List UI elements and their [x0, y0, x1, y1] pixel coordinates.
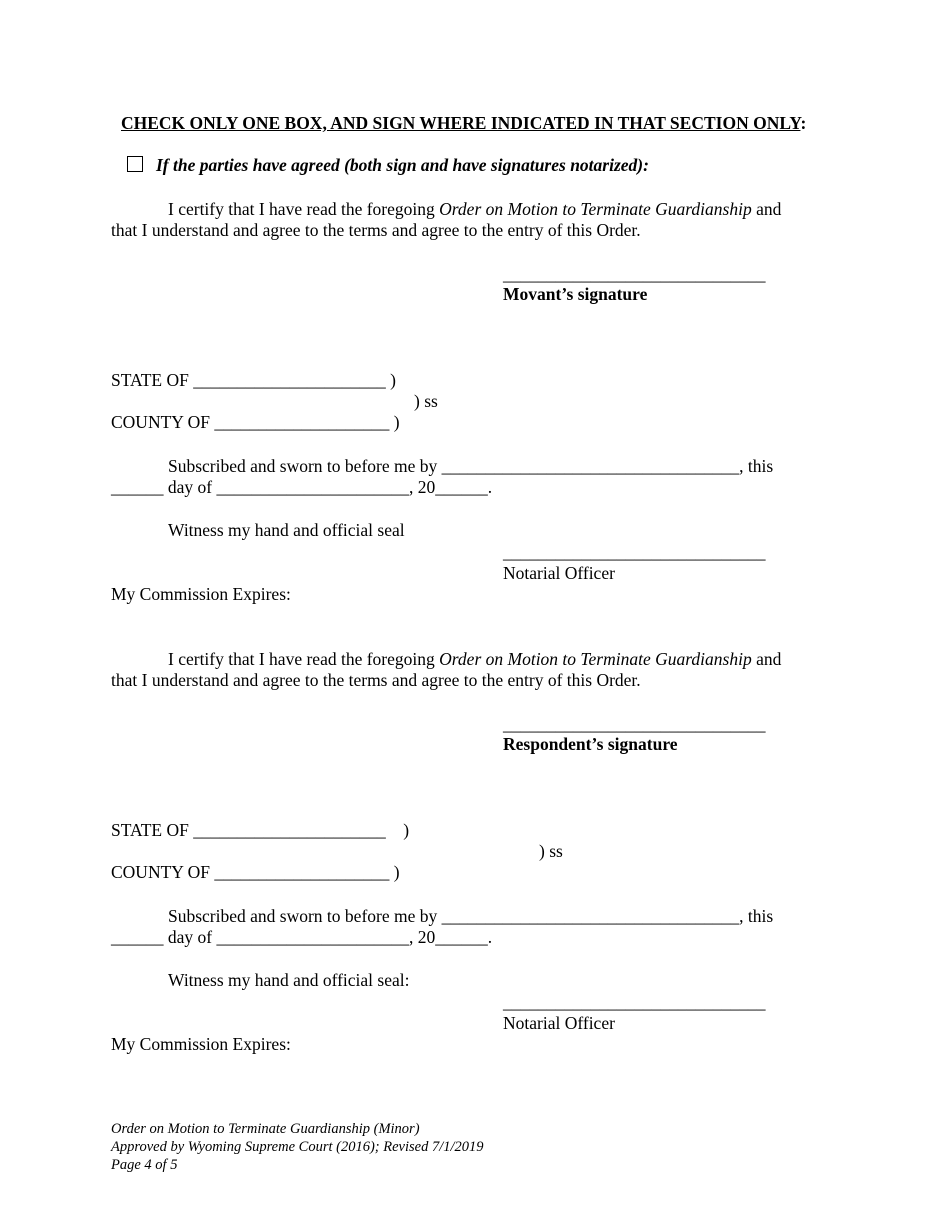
respondent-certify-pre: I certify that I have read the foregoing: [168, 649, 440, 669]
footer-form-title: Order on Motion to Terminate Guardianship (Minor): [111, 1121, 420, 1137]
respondent-witness-text: Witness my hand and official seal:: [168, 970, 410, 990]
movant-sworn-line2[interactable]: ______ day of ______________________, 20______.: [111, 477, 493, 497]
movant-officer-label: Notarial Officer: [503, 563, 615, 583]
movant-sworn-line1[interactable]: Subscribed and sworn to before me by __________________________________, this: [168, 456, 774, 476]
respondent-certify-line1: [168, 649, 781, 670]
movant-certify-line1: [168, 199, 781, 220]
movant-officer-line[interactable]: ______________________________: [503, 542, 766, 562]
movant-signature-label: Movant’s signature: [503, 284, 648, 304]
movant-certify-pre: I certify that I have read the foregoing: [168, 199, 440, 219]
heading-colon: :: [800, 113, 807, 133]
movant-certify-title: Order on Motion to Terminate Guardianship: [439, 199, 752, 219]
respondent-sworn-line2[interactable]: ______ day of ______________________, 20______.: [111, 927, 493, 947]
page-heading: [121, 113, 806, 134]
respondent-signature-label: Respondent’s signature: [503, 734, 678, 754]
respondent-ss: ) ss: [539, 841, 563, 861]
movant-ss: ) ss: [414, 391, 438, 411]
respondent-officer-line[interactable]: ______________________________: [503, 992, 766, 1012]
respondent-signature-line[interactable]: ______________________________: [503, 714, 766, 734]
agreed-option-label: If the parties have agreed (both sign and have signatures notarized):: [156, 155, 649, 175]
movant-signature-line[interactable]: ______________________________: [503, 264, 766, 284]
movant-certify-post: and: [751, 199, 782, 219]
movant-county-of[interactable]: COUNTY OF ____________________ ): [111, 412, 400, 432]
footer-page-number: Page 4 of 5: [111, 1157, 178, 1173]
respondent-sworn-line1[interactable]: Subscribed and sworn to before me by __________________________________, this: [168, 906, 774, 926]
respondent-officer-label: Notarial Officer: [503, 1013, 615, 1033]
movant-commission-expires: My Commission Expires:: [111, 584, 291, 604]
movant-witness-text: Witness my hand and official seal: [168, 520, 405, 540]
movant-state-of[interactable]: STATE OF ______________________ ): [111, 370, 396, 390]
heading-text: CHECK ONLY ONE BOX, AND SIGN WHERE INDICATED IN THAT SECTION ONLY: [121, 113, 801, 133]
respondent-certify-line2: that I understand and agree to the terms and agree to the entry of this Order.: [111, 670, 641, 690]
footer-approval: Approved by Wyoming Supreme Court (2016); Revised 7/1/2019: [111, 1139, 484, 1155]
respondent-commission-expires: My Commission Expires:: [111, 1034, 291, 1054]
respondent-certify-post: and: [751, 649, 782, 669]
respondent-state-of[interactable]: STATE OF ______________________ ): [111, 820, 410, 840]
agreed-checkbox[interactable]: [127, 156, 143, 172]
movant-certify-line2: that I understand and agree to the terms and agree to the entry of this Order.: [111, 220, 641, 240]
respondent-county-of[interactable]: COUNTY OF ____________________ ): [111, 862, 400, 882]
respondent-certify-title: Order on Motion to Terminate Guardianship: [439, 649, 752, 669]
